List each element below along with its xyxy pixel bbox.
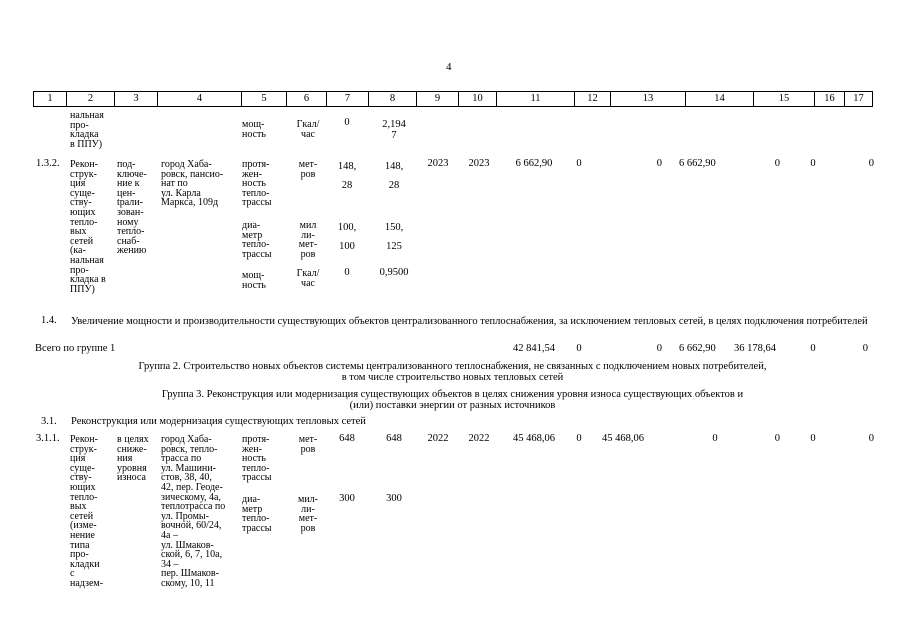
row-1-3-2-param1-unit: мет- ров [298, 159, 318, 180]
row-3-1-1-col15: 0 [774, 433, 780, 444]
row-1-3-2-param3-after: 0,9500 [379, 267, 409, 278]
row-3-1-1-end-year: 2022 [468, 433, 490, 444]
row-1-3-2-start-year: 2023 [427, 158, 449, 169]
row-1-3-2-end-year: 2023 [468, 158, 490, 169]
header-col-3: 3 [115, 92, 158, 106]
header-col-7: 7 [327, 92, 369, 106]
row-1-3-2-col16: 0 [810, 158, 816, 169]
row-1-3-2-object: Рекон- струк- ция суще- ству- ющих тепло- вых сетей (ка- нальная про- кладка в ППУ) [70, 159, 106, 295]
row-3-1-1-total-cost: 45 468,06 [513, 433, 555, 444]
row-1-3-2-param1-name: протя- жен- ность тепло- трассы [242, 159, 272, 209]
row-1-3-2-param3-unit: Гкал/ час [296, 268, 320, 289]
row-1-3-2-col14: 6 662,90 [679, 158, 716, 169]
cont-param-name: мощ- ность [242, 119, 266, 140]
row-3-1-1-param2-name: диа- метр тепло- трассы [242, 494, 272, 534]
row-3-1-text: Реконструкция или модернизация существующих тепловых сетей [71, 416, 366, 427]
row-1-3-2-location: город Хаба- ровск, пансио- нат по ул. Карла Маркса, 109д [161, 159, 224, 209]
page-number: 4 [446, 61, 452, 73]
row-3-1-1-param1-unit: мет- ров [298, 434, 318, 455]
row-1-3-2-col15: 0 [774, 158, 780, 169]
total-group-1-col11: 42 841,54 [513, 343, 555, 354]
row-1-3-2-param1-after: 148, 28 [384, 161, 404, 191]
row-3-1-1-col14: 0 [712, 433, 718, 444]
row-3-1-number: 3.1. [41, 416, 57, 427]
group-2-heading-line1: Группа 2. Строительство новых объектов системы централизованного теплоснабжения, не связанных с подключением новых потребителей, [138, 361, 767, 372]
total-group-1-col16: 0 [810, 343, 816, 354]
header-col-9: 9 [417, 92, 459, 106]
row-1-3-2-number: 1.3.2. [36, 158, 60, 169]
header-col-5: 5 [242, 92, 287, 106]
row-1-3-2-param2-unit: мил ли- мет- ров [298, 220, 318, 260]
total-group-1-col15: 36 178,64 [734, 343, 776, 354]
row-3-1-1-col16: 0 [810, 433, 816, 444]
row-3-1-1-location: город Хаба- ровск, тепло- трасса по ул. Машини- стов, 38, 40, 42, пер. Геоде- зическому, 4а, теплотрасса по ул. Промы- вочной, 60/24, 4а – ул. Шмаков- ской, 6, 7, 10а, 34 – пер. Шмаков- скому, 10, 11 [161, 434, 226, 589]
total-group-1-col13: 0 [656, 343, 662, 354]
group-2-heading-line2: в том числе строительство новых тепловых сетей [341, 372, 564, 383]
row-1-3-2-param3-before: 0 [344, 267, 350, 278]
row-1-3-2-purpose: под- ключе- ние к цен- tрали- зован- ному тепло- снаб- жению [117, 159, 147, 257]
header-col-13: 13 [611, 92, 686, 106]
row-1-3-2-col13: 0 [656, 158, 662, 169]
cont-param-unit: Гкал/ час [296, 119, 320, 140]
row-3-1-1-param2-unit: мил- ли- мет- ров [298, 494, 318, 534]
total-group-1-label: Всего по группе 1 [35, 343, 116, 354]
row-3-1-1-param1-after: 648 [386, 433, 402, 444]
row-1-4-number: 1.4. [41, 315, 57, 326]
row-1-3-2-total-cost: 6 662,90 [515, 158, 553, 169]
row-1-3-2-col12: 0 [576, 158, 582, 169]
row-1-3-2-param3-name: мощ- ность [242, 270, 266, 291]
row-1-3-2-param2-after: 150, 125 [384, 222, 404, 252]
total-group-1-col17: 0 [862, 343, 868, 354]
header-col-12: 12 [575, 92, 611, 106]
row-3-1-1-object: Рекон- струк- ция суще- ству- ющих тепло- вых сетей (изме- нение типа про- кладки с надзем- [70, 434, 104, 589]
row-3-1-1-param2-before: 300 [339, 493, 355, 504]
group-3-heading-line2: (или) поставки энергии от разных источников [349, 400, 556, 411]
row-3-1-1-number: 3.1.1. [36, 433, 60, 444]
row-1-3-2-param1-before: 148, 28 [337, 161, 357, 191]
row-1-4-text: Увеличение мощности и производительности существующих объектов централизованного теплоснабжения, за исключением тепловых сетей, в целях подключения потребителей [71, 316, 868, 327]
group-3-heading-line1: Группа 3. Реконструкция или модернизация существующих объектов в целях снижения уровня износа существующих объектов и [161, 389, 744, 400]
row-3-1-1-param1-name: протя- жен- ность тепло- трассы [242, 434, 272, 484]
header-col-4: 4 [158, 92, 242, 106]
header-col-2: 2 [67, 92, 115, 106]
header-col-1: 1 [34, 92, 67, 106]
header-col-14: 14 [686, 92, 754, 106]
row-3-1-1-param1-before: 648 [339, 433, 355, 444]
row-1-3-2-col17: 0 [868, 158, 874, 169]
row-3-1-1-col17: 0 [868, 433, 874, 444]
row-3-1-1-col12: 0 [576, 433, 582, 444]
row-1-3-2-param2-name: диа- метр тепло- трассы [242, 220, 272, 260]
total-group-1-col14: 6 662,90 [679, 343, 716, 354]
row-1-3-2-param2-before: 100, 100 [337, 222, 357, 252]
cont-type-text: нальная про- кладка в ППУ) [70, 110, 104, 150]
header-col-16: 16 [815, 92, 845, 106]
total-group-1-col12: 0 [576, 343, 582, 354]
header-col-6: 6 [287, 92, 327, 106]
cont-value-after: 2,194 7 [382, 119, 406, 141]
header-col-17: 17 [853, 93, 864, 104]
column-number-header [33, 91, 873, 107]
row-3-1-1-col13: 45 468,06 [602, 433, 644, 444]
header-col-11: 11 [497, 92, 575, 106]
header-col-8: 8 [369, 92, 417, 106]
cont-value-before: 0 [344, 117, 350, 128]
row-3-1-1-param2-after: 300 [386, 493, 402, 504]
header-col-10: 10 [459, 92, 497, 106]
row-3-1-1-purpose: в целях сниже- ния уровня износа [117, 434, 149, 484]
header-col-15: 15 [754, 92, 815, 106]
row-3-1-1-start-year: 2022 [427, 433, 449, 444]
